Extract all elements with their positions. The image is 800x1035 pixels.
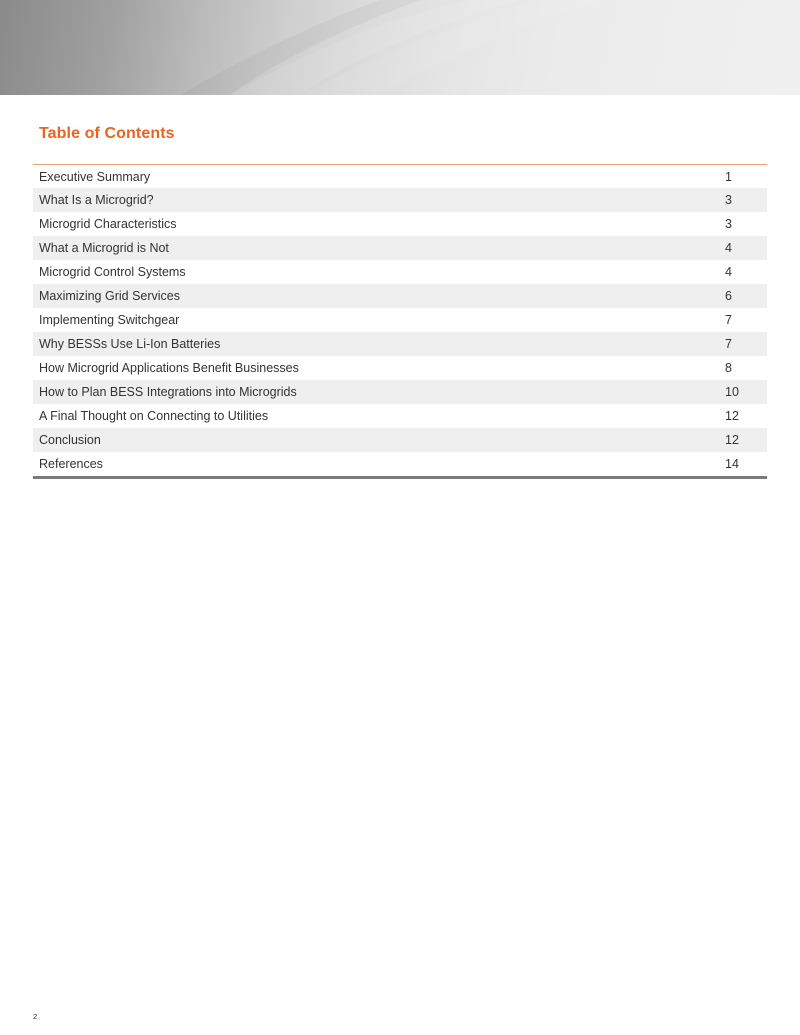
- toc-entry-page: 7: [725, 337, 732, 351]
- toc-entry-label: Conclusion: [39, 433, 101, 447]
- toc-entry-page: 3: [725, 193, 732, 207]
- toc-entry-page: 1: [725, 169, 732, 184]
- toc-entry-label: Implementing Switchgear: [39, 313, 180, 327]
- toc-row[interactable]: [33, 236, 767, 260]
- toc-entry-page: 12: [725, 409, 739, 423]
- toc-entry-page: 6: [725, 289, 732, 303]
- toc-row[interactable]: [33, 212, 767, 236]
- toc-row[interactable]: [33, 404, 767, 428]
- toc-row[interactable]: [33, 380, 767, 404]
- header-band: [0, 0, 800, 95]
- toc-entry-page: 12: [725, 433, 739, 447]
- toc-entry-label: Executive Summary: [39, 169, 151, 184]
- toc-row[interactable]: [33, 308, 767, 332]
- toc-entry-label: What a Microgrid is Not: [39, 241, 169, 255]
- toc-entry-label: Why BESSs Use Li-Ion Batteries: [39, 337, 221, 351]
- page-number: 2: [33, 1012, 38, 1021]
- toc-entry-page: 10: [725, 385, 739, 399]
- toc-entry-label: A Final Thought on Connecting to Utilities: [39, 409, 269, 423]
- toc-entry-label: What Is a Microgrid?: [39, 193, 154, 207]
- toc-row[interactable]: [33, 284, 767, 308]
- toc-entry-page: 3: [725, 217, 732, 231]
- toc-row[interactable]: [33, 332, 767, 356]
- toc-entry-page: 8: [725, 361, 732, 375]
- toc-entry-page: 14: [725, 457, 739, 471]
- toc-entry-page: 4: [725, 265, 732, 279]
- toc-table: [33, 164, 767, 479]
- toc-entry-label: Microgrid Control Systems: [39, 265, 186, 279]
- toc-row[interactable]: [33, 428, 767, 452]
- toc-entry-page: 7: [725, 313, 732, 327]
- toc-entry-label: Maximizing Grid Services: [39, 289, 181, 303]
- toc-row[interactable]: [33, 260, 767, 284]
- toc-row[interactable]: [33, 165, 767, 188]
- page-title: Table of Contents: [39, 125, 175, 142]
- toc-row[interactable]: [33, 356, 767, 380]
- toc-entry-label: How Microgrid Applications Benefit Businesses: [39, 361, 299, 375]
- toc-row[interactable]: [33, 452, 767, 476]
- toc-entry-label: References: [39, 457, 103, 471]
- toc-entry-label: Microgrid Characteristics: [39, 217, 177, 231]
- header-swoosh-graphic: [0, 0, 800, 95]
- toc-row[interactable]: [33, 188, 767, 212]
- toc-entry-page: 4: [725, 241, 732, 255]
- toc-entry-label: How to Plan BESS Integrations into Microgrids: [39, 385, 297, 399]
